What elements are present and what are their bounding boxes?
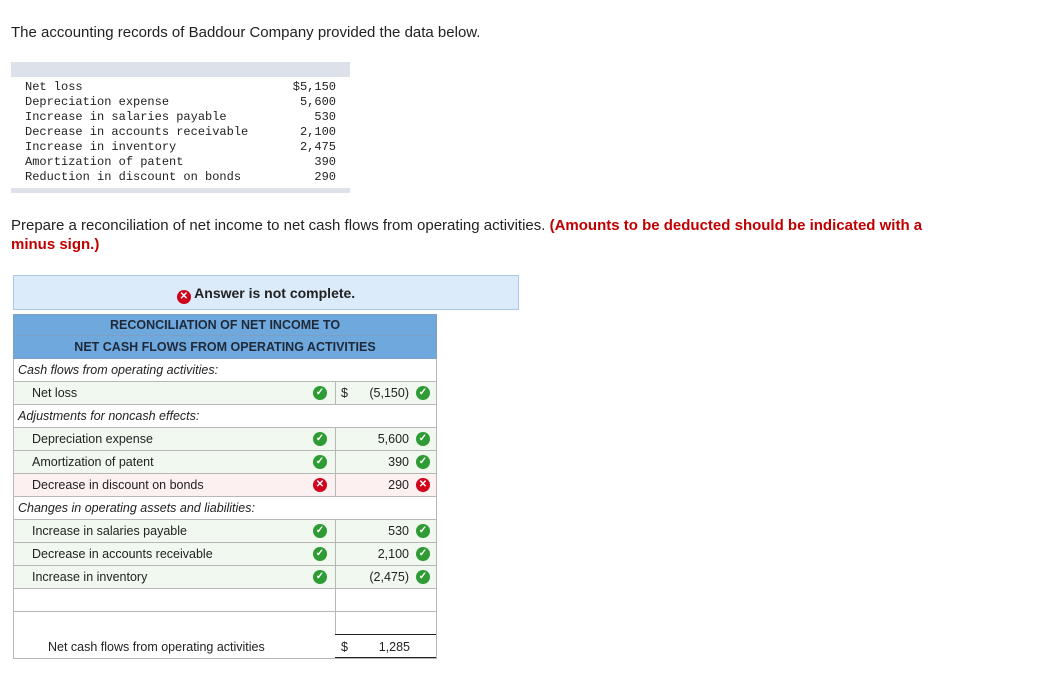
table-row-depreciation[interactable]: Depreciation expense ✓ 5,600 ✓ [13, 428, 437, 451]
amount-input[interactable]: 5,600 [377, 432, 409, 446]
section-adjustments: Adjustments for noncash effects: [13, 405, 437, 428]
data-row: Decrease in accounts receivable 2,100 [25, 125, 336, 139]
intro-text: The accounting records of Baddour Company provided the data below. [11, 24, 481, 41]
given-data-table [11, 62, 350, 193]
table-row-discount[interactable]: Decrease in discount on bonds ✕ 290 ✕ [13, 474, 437, 497]
table-row-net-loss[interactable]: Net loss ✓ $ (5,150) ✓ [13, 382, 437, 405]
x-icon: ✕ [177, 290, 191, 304]
blank-row[interactable] [13, 589, 437, 612]
check-icon: ✓ [313, 570, 327, 584]
status-banner: ✕ Answer is not complete. [13, 275, 519, 310]
data-row: Increase in salaries payable 530 [25, 110, 336, 124]
data-row: Increase in inventory 2,475 [25, 140, 336, 154]
data-row: Net loss $5,150 [25, 80, 336, 94]
x-icon: ✕ [416, 478, 430, 492]
instruction-note: (Amounts to be deducted should be indicated with a minus sign.) [11, 217, 923, 253]
table-row-receivable[interactable]: Decrease in accounts receivable ✓ 2,100 ✓ [13, 543, 437, 566]
table-title: RECONCILIATION OF NET INCOME TO [13, 314, 437, 336]
check-icon: ✓ [313, 547, 327, 561]
check-icon: ✓ [416, 455, 430, 469]
data-row: Depreciation expense 5,600 [25, 95, 336, 109]
check-icon: ✓ [313, 455, 327, 469]
amount-input[interactable]: (2,475) [369, 570, 409, 584]
amount-input[interactable]: 390 [388, 455, 409, 469]
amount-input[interactable]: 290 [388, 478, 409, 492]
section-cash-flows: Cash flows from operating activities: [13, 359, 437, 382]
question-prompt: Prepare a reconciliation of net income to net cash flows from operating activities. (Amounts to be deducted should be indicated with a minus sign.) [11, 217, 923, 253]
check-icon: ✓ [416, 547, 430, 561]
check-icon: ✓ [416, 432, 430, 446]
check-icon: ✓ [416, 524, 430, 538]
amount-input[interactable]: 2,100 [377, 547, 409, 561]
total-amount: 1,285 [378, 640, 410, 654]
amount-input[interactable]: 530 [388, 524, 409, 538]
table-subtitle: NET CASH FLOWS FROM OPERATING ACTIVITIES [13, 336, 437, 359]
data-row: Reduction in discount on bonds 290 [25, 170, 336, 184]
amount-input[interactable]: (5,150) [369, 386, 409, 400]
x-icon: ✕ [313, 478, 327, 492]
table-row-salaries[interactable]: Increase in salaries payable ✓ 530 ✓ [13, 520, 437, 543]
table-row-total: Net cash flows from operating activities $ 1,285 [13, 612, 437, 659]
check-icon: ✓ [416, 386, 430, 400]
table-row-amortization[interactable]: Amortization of patent ✓ 390 ✓ [13, 451, 437, 474]
check-icon: ✓ [313, 386, 327, 400]
reconciliation-table [13, 314, 437, 659]
data-row: Amortization of patent 390 [25, 155, 336, 169]
check-icon: ✓ [416, 570, 430, 584]
table-row-inventory[interactable]: Increase in inventory ✓ (2,475) ✓ [13, 566, 437, 589]
section-changes: Changes in operating assets and liabilities: [13, 497, 437, 520]
check-icon: ✓ [313, 432, 327, 446]
check-icon: ✓ [313, 524, 327, 538]
